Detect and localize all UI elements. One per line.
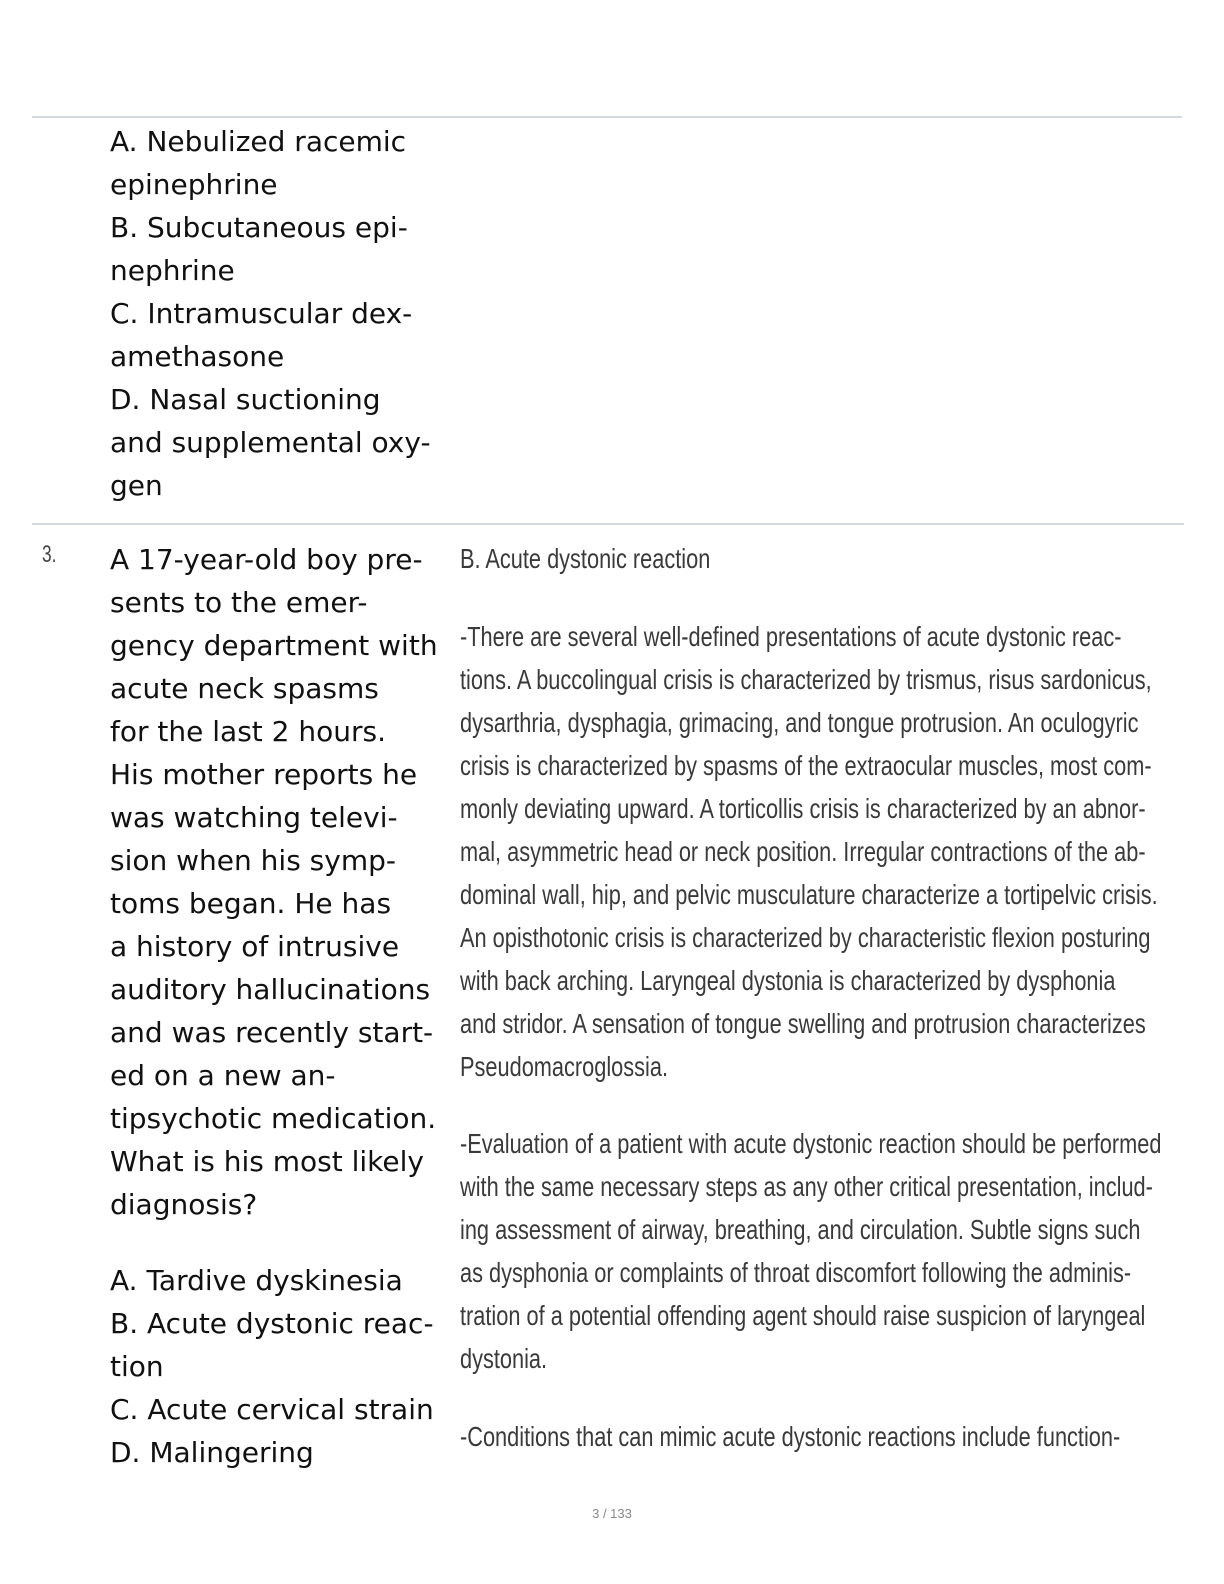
- answer-line: tration of a potential offending agent should raise suspicion of laryngeal: [460, 1300, 1146, 1331]
- answer-line: as dysphonia or complaints of throat discomfort following the adminis-: [460, 1257, 1132, 1288]
- answer-line: ing assessment of airway, breathing, and circulation. Subtle signs such: [460, 1214, 1141, 1245]
- answer-line: An opisthotonic crisis is characterized by characteristic flexion posturing: [460, 922, 1151, 953]
- option-line: nephrine: [110, 254, 235, 287]
- option-line: B. Acute dystonic reac-: [110, 1307, 434, 1340]
- answer-line: mal, asymmetric head or neck position. Irregular contractions of the ab-: [460, 836, 1146, 867]
- option-line: tion: [110, 1350, 164, 1383]
- answer-line: with back arching. Laryngeal dystonia is characterized by dysphonia: [460, 965, 1116, 996]
- answer-line: monly deviating upward. A torticollis crisis is characterized by an abnor-: [460, 793, 1146, 824]
- option-line: A. Tardive dyskinesia: [110, 1264, 403, 1297]
- answer-line: Pseudomacroglossia.: [460, 1051, 669, 1082]
- row-divider: [32, 523, 1184, 525]
- option-line: C. Acute cervical strain: [110, 1393, 434, 1426]
- option-line: and supplemental oxy-: [110, 426, 431, 459]
- answer-title-text: B. Acute dystonic reaction: [460, 543, 711, 574]
- option-line: D. Malingering: [110, 1436, 314, 1469]
- option-line: C. Intramuscular dex-: [110, 297, 413, 330]
- answer-line: crisis is characterized by spasms of the extraocular muscles, most com-: [460, 750, 1152, 781]
- question-number: 3.: [42, 541, 57, 568]
- answer-line: -There are several well-defined presentations of acute dystonic reac-: [460, 621, 1122, 652]
- stem-line: sion when his symp-: [110, 844, 396, 877]
- answer-line: -Evaluation of a patient with acute dystonic reaction should be performed: [460, 1128, 1162, 1159]
- stem-line: tipsychotic medication.: [110, 1102, 437, 1135]
- stem-line: A 17-year-old boy pre-: [110, 543, 423, 576]
- previous-question-options: [110, 120, 450, 507]
- stem-line: for the last 2 hours.: [110, 715, 386, 748]
- answer-line: and stridor. A sensation of tongue swelling and protrusion characterizes: [460, 1008, 1146, 1039]
- stem-line: was watching televi-: [110, 801, 398, 834]
- stem-line: His mother reports he: [110, 758, 418, 791]
- stem-line: What is his most likely: [110, 1145, 424, 1178]
- answer-line: dystonia.: [460, 1343, 548, 1374]
- row-divider: [32, 116, 1182, 118]
- answer-line: -Conditions that can mimic acute dystonic reactions include function-: [460, 1421, 1121, 1452]
- stem-line: and was recently start-: [110, 1016, 434, 1049]
- stem-line: sents to the emer-: [110, 586, 368, 619]
- question-options: [110, 1259, 455, 1474]
- stem-line: diagnosis?: [110, 1188, 258, 1221]
- answer-title: [460, 537, 1159, 580]
- answer-paragraph-2: [460, 1122, 1162, 1380]
- stem-line: a history of intrusive: [110, 930, 400, 963]
- option-line: B. Subcutaneous epi-: [110, 211, 408, 244]
- stem-line: toms began. He has: [110, 887, 392, 920]
- question-stem: [110, 538, 455, 1226]
- page-number: 3 / 133: [592, 1506, 632, 1521]
- stem-line: gency department with: [110, 629, 438, 662]
- stem-line: acute neck spasms: [110, 672, 379, 705]
- answer-paragraph-3: [460, 1415, 1159, 1458]
- option-line: gen: [110, 469, 163, 502]
- answer-line: dysarthria, dysphagia, grimacing, and tongue protrusion. An oculogyric: [460, 707, 1139, 738]
- answer-line: tions. A buccolingual crisis is characterized by trismus, risus sardonicus,: [460, 664, 1152, 695]
- option-line: A. Nebulized racemic: [110, 125, 407, 158]
- option-line: D. Nasal suctioning: [110, 383, 381, 416]
- stem-line: ed on a new an-: [110, 1059, 336, 1092]
- stem-line: auditory hallucinations: [110, 973, 431, 1006]
- answer-line: dominal wall, hip, and pelvic musculature characterize a tortipelvic crisis.: [460, 879, 1158, 910]
- answer-paragraph-1: [460, 615, 1159, 1088]
- answer-line: with the same necessary steps as any other critical presentation, includ-: [460, 1171, 1153, 1202]
- option-line: epinephrine: [110, 168, 278, 201]
- option-line: amethasone: [110, 340, 285, 373]
